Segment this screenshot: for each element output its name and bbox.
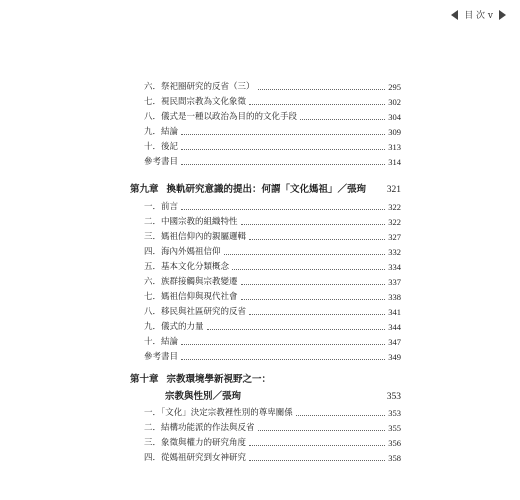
toc-entry-page: 304	[388, 112, 401, 122]
header-label: 目 次 v	[464, 11, 493, 21]
toc-entry-title: 九．結論	[144, 127, 179, 137]
chapter-number: 第九章	[130, 184, 159, 195]
chapter-page: 321	[386, 185, 401, 195]
toc-entry-page: 295	[388, 82, 401, 92]
leader-dots	[181, 164, 385, 165]
leader-dots	[249, 104, 385, 105]
toc-entry[interactable]	[144, 94, 401, 108]
leader-dots	[224, 254, 386, 255]
toc-entry[interactable]	[144, 244, 401, 258]
next-page-icon[interactable]	[499, 10, 506, 20]
toc-entry-page: 344	[388, 322, 401, 332]
toc-entry-title: 二．中國宗教的組織特性	[144, 217, 238, 227]
toc-entry-title: 二．結構功能派的作法與反省	[144, 423, 255, 433]
chapter-title: 換軌研究意識的提出：何謂「文化媽祖」／張珣	[166, 184, 367, 195]
toc-entry-page: 327	[388, 232, 401, 242]
toc-entry[interactable]	[144, 450, 401, 464]
toc-entry[interactable]	[144, 259, 401, 273]
toc-entry-title: 七．媽祖信仰與現代社會	[144, 292, 238, 302]
toc-entry-page: 337	[388, 277, 401, 287]
toc-entry-page: 358	[388, 453, 401, 463]
leader-dots	[241, 299, 386, 300]
leader-dots	[241, 284, 386, 285]
toc-entry[interactable]	[144, 435, 401, 449]
toc-entry[interactable]	[144, 349, 401, 363]
leader-dots	[258, 430, 386, 431]
toc-entry[interactable]	[144, 289, 401, 303]
toc-entry-title: 七．視民間宗教為文化象徵	[144, 97, 247, 107]
toc-entry-title: 五．基本文化分類概念	[144, 262, 230, 272]
toc-entry-page: 302	[388, 97, 401, 107]
toc-entry[interactable]	[144, 199, 401, 213]
toc-entry-title: 三．象徵與權力的研究角度	[144, 438, 247, 448]
toc-entry-title: 四．從媽祖研究到女神研究	[144, 453, 247, 463]
leader-dots	[181, 359, 385, 360]
toc-entry[interactable]	[144, 214, 401, 228]
leader-dots	[300, 119, 385, 120]
leader-dots	[181, 134, 385, 135]
leader-dots	[207, 329, 386, 330]
chapter-number: 第十章	[130, 374, 159, 385]
toc-entry[interactable]	[144, 334, 401, 348]
toc-entry-title: 一．「文化」決定宗教裡性別的尊卑關係	[144, 408, 293, 418]
leader-dots	[181, 344, 385, 345]
toc-entry-page: 322	[388, 202, 401, 212]
leader-dots	[249, 445, 385, 446]
chapter-title-line2: 宗教與性別／張珣	[165, 391, 242, 402]
chapter-heading[interactable]	[130, 181, 401, 197]
chapter-heading-continued[interactable]	[165, 388, 401, 404]
toc-entry[interactable]	[144, 274, 401, 288]
toc-entry-title: 六．祭祀圈研究的反省（三）	[144, 82, 255, 92]
toc-entry[interactable]	[144, 154, 401, 168]
leader-dots	[296, 415, 385, 416]
leader-dots	[249, 314, 385, 315]
toc-entry-title: 八．移民與社區研究的反省	[144, 307, 247, 317]
toc-entry[interactable]	[144, 79, 401, 93]
toc-entry-title: 十．後記	[144, 142, 179, 152]
toc-entry[interactable]	[144, 420, 401, 434]
leader-dots	[181, 209, 385, 210]
leader-dots	[241, 224, 386, 225]
toc-entry-page: 314	[388, 157, 401, 167]
prev-page-icon[interactable]	[451, 10, 458, 20]
toc-entry-page: 349	[388, 352, 401, 362]
toc-entry-title: 三．媽祖信仰內的親屬邏輯	[144, 232, 247, 242]
leader-dots	[249, 460, 385, 461]
toc-entry[interactable]	[144, 405, 401, 419]
toc-entry[interactable]	[144, 229, 401, 243]
leader-dots	[181, 149, 385, 150]
toc-entry-page: 355	[388, 423, 401, 433]
toc-entry-page: 334	[388, 262, 401, 272]
toc-entry-title: 四．海內外媽祖信仰	[144, 247, 221, 257]
chapter-title-line1: 宗教環境學新視野之一：	[166, 374, 272, 385]
toc-entry-title: 一．前言	[144, 202, 179, 212]
toc-entry-page: 341	[388, 307, 401, 317]
toc-entry-page: 353	[388, 408, 401, 418]
chapter-page: 353	[386, 392, 401, 402]
toc-entry-page: 322	[388, 217, 401, 227]
toc-entry-title: 六．族群接觸與宗教變遷	[144, 277, 238, 287]
toc-entry-page: 356	[388, 438, 401, 448]
toc-entry[interactable]	[144, 109, 401, 123]
toc-entry[interactable]	[144, 124, 401, 138]
toc-entry-title: 十．結論	[144, 337, 179, 347]
leader-dots	[258, 89, 386, 90]
toc-entry-page: 338	[388, 292, 401, 302]
toc-entry[interactable]	[144, 139, 401, 153]
toc-entry-page: 313	[388, 142, 401, 152]
page-header	[451, 8, 506, 21]
toc-entry[interactable]	[144, 319, 401, 333]
toc-entry[interactable]	[144, 304, 401, 318]
leader-dots	[232, 269, 385, 270]
toc-entry-title: 參考書目	[144, 157, 179, 167]
toc-entry-page: 309	[388, 127, 401, 137]
toc-entry-title: 九．儀式的力量	[144, 322, 204, 332]
toc-entry-title: 八．儀式是一種以政治為目的的文化手段	[144, 112, 298, 122]
toc-entry-page: 332	[388, 247, 401, 257]
chapter-heading[interactable]	[130, 371, 401, 387]
leader-dots	[249, 239, 385, 240]
toc-entry-page: 347	[388, 337, 401, 347]
toc-entry-title: 參考書目	[144, 352, 179, 362]
